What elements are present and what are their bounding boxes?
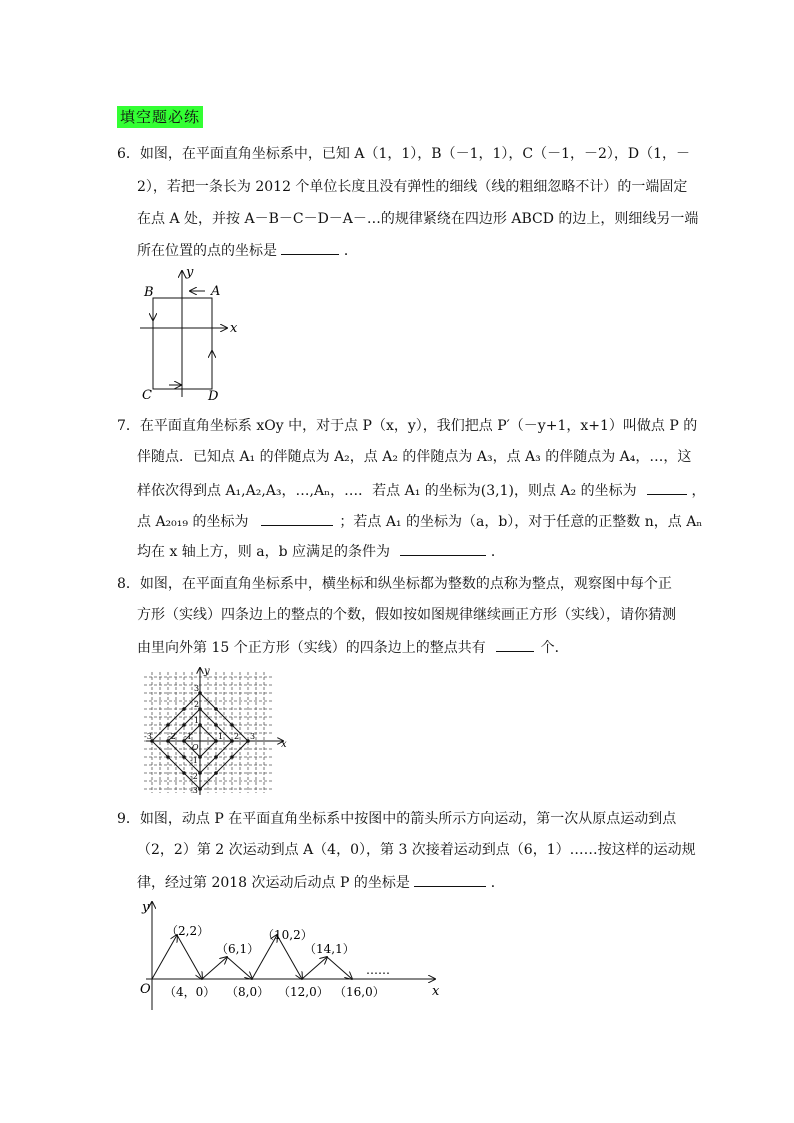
- q9-origin-label: O: [140, 982, 151, 997]
- q6-line4-end: ．: [343, 243, 358, 259]
- q9-label-4-0: （4，0）: [164, 985, 216, 999]
- q6-label-a: A: [211, 284, 221, 299]
- q6-line2: 2），若把一条长为 2012 个单位长度且没有弹性的细线（线的粗细忽略不计）的一端固定: [137, 179, 688, 195]
- q8-y-label: y: [204, 666, 210, 677]
- q9-line3-text: 律，经过第 2018 次运动后动点 P 的坐标是: [137, 875, 410, 891]
- q9-label-12-0: （12,0）: [278, 985, 329, 999]
- q8-figure: [140, 665, 295, 800]
- q8-line3-end: 个．: [540, 640, 569, 656]
- q7-answer-blank-2[interactable]: [261, 511, 333, 526]
- q9-line1: 9．如图，动点 P 在平面直角坐标系中按图中的箭头所示方向运动，第一次从原点运动到点: [117, 811, 677, 827]
- q7-line2: 伴随点．已知点 A₁ 的伴随点为 A₂，点 A₂ 的伴随点为 A₃，点 A₃ 的伴随点为 A₄，…，这: [137, 449, 692, 465]
- q9-line2: （2，2）第 2 次运动到点 A（4，0），第 3 次接着运动到点（6，1）……按这样的运动规: [137, 842, 696, 858]
- q6-label-b: B: [144, 285, 154, 300]
- q8-ytick-neg3: -3: [190, 786, 198, 795]
- q6-line1: 6．如图，在平面直角坐标系中，已知 A（1，1），B（－1，1），C（－1，－2），D（1，－: [117, 146, 691, 162]
- q8-ytick-neg2: -2: [190, 772, 198, 781]
- q8-ytick-2: 2: [194, 700, 200, 709]
- q9-line3-end: ．: [490, 875, 505, 891]
- q8-line1: 8．如图，在平面直角坐标系中，横坐标和纵坐标都为整数的点称为整点，观察图中每个正: [117, 576, 672, 592]
- q8-xtick-2: 2: [234, 732, 240, 741]
- q8-x-label: x: [281, 739, 287, 750]
- q6-y-label: y: [186, 265, 194, 280]
- q6-line3: 在点 A 处，并按 A－B－C－D－A－…的规律紧绕在四边形 ABCD 的边上，则细线另一端: [137, 211, 699, 227]
- q8-ytick-neg1: -1: [190, 756, 198, 765]
- q8-line3: [137, 637, 569, 658]
- q8-ytick-3: 3: [194, 684, 200, 693]
- q8-xtick-neg1: -1: [184, 732, 192, 741]
- q7-line3: [137, 480, 705, 501]
- q9-figure: [130, 895, 450, 1013]
- q6-line4: [137, 240, 358, 261]
- q6-x-label: x: [230, 321, 238, 336]
- q8-xtick-neg3: -3: [144, 732, 152, 741]
- q7-line3-text: 样依次得到点 A₁,A₂,A₃，…,Aₙ，…．若点 A₁ 的坐标为(3,1)，则点 A₂ 的坐标为: [137, 483, 637, 499]
- q9-label-6-1: （6,1）: [216, 942, 260, 956]
- q9-answer-blank[interactable]: [414, 872, 486, 887]
- q9-x-label: x: [432, 984, 440, 999]
- q7-line4-text: 点 A₂₀₁₉ 的坐标为: [137, 514, 249, 530]
- q8-xtick-3: 3: [250, 732, 256, 741]
- q9-label-10-2: （10,2）: [262, 928, 313, 942]
- q7-line5-end: ．: [490, 544, 505, 560]
- q6-line4-text: 所在位置的点的坐标是: [137, 243, 277, 259]
- q9-label-16-0: （16,0）: [334, 985, 385, 999]
- q7-answer-blank-3[interactable]: [400, 541, 486, 556]
- q9-ellipsis: ……: [366, 963, 390, 977]
- q6-figure: [135, 265, 245, 405]
- q9-y-label: y: [142, 900, 150, 915]
- q7-answer-blank-1[interactable]: [647, 480, 687, 495]
- q8-answer-blank[interactable]: [496, 637, 534, 652]
- q6-label-c: C: [142, 388, 152, 403]
- q8-xtick-1: 1: [218, 732, 224, 741]
- q7-line3-end: ，: [691, 483, 706, 499]
- q7-line5: [137, 541, 505, 562]
- q6-answer-blank[interactable]: [281, 240, 339, 255]
- q9-line3: [137, 872, 505, 893]
- q7-line1: 7．在平面直角坐标系 xOy 中，对于点 P（x，y），我们把点 P′（－y+1，x+1）叫做点 P 的: [117, 418, 698, 434]
- q8-xtick-neg2: -2: [168, 732, 176, 741]
- q8-origin-label: O: [192, 743, 199, 752]
- q9-label-14-1: （14,1）: [304, 942, 355, 956]
- q7-line4-rest: ；若点 A₁ 的坐标为（a，b），对于任意的正整数 n，点 Aₙ: [339, 514, 703, 530]
- q9-label-2-2: （2,2）: [166, 924, 210, 938]
- q8-ytick-1: 1: [194, 716, 200, 725]
- q6-label-d: D: [208, 389, 219, 404]
- q7-line5-text: 均在 x 轴上方，则 a，b 应满足的条件为: [137, 544, 391, 560]
- section-label: 填空题必练: [117, 106, 203, 128]
- q7-line4: [137, 511, 702, 532]
- q8-line2: 方形（实线）四条边上的整点的个数，假如按如图规律继续画正方形（实线），请你猜测: [137, 607, 676, 623]
- q8-line3-text: 由里向外第 15 个正方形（实线）的四条边上的整点共有: [137, 640, 486, 656]
- q9-label-8-0: （8,0）: [226, 985, 270, 999]
